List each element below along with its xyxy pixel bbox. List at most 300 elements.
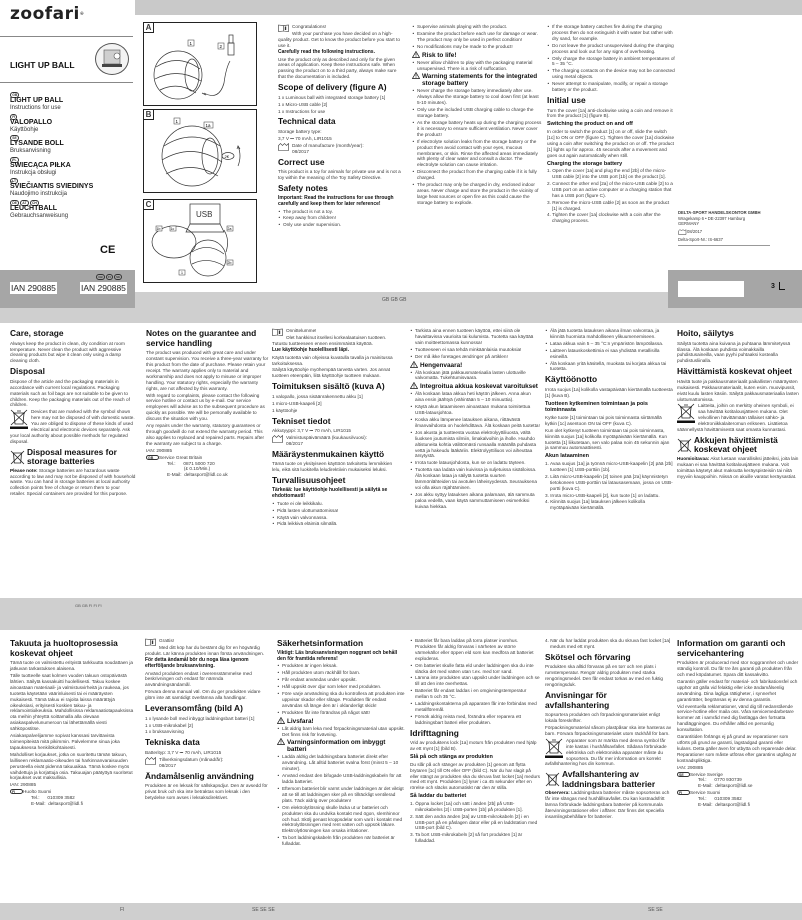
paragraph — [677, 765, 799, 771]
paragraph — [10, 782, 136, 788]
section-heading — [545, 691, 673, 710]
delta-sport-number: Delta-Sport-Nr.: IS-6637 — [678, 236, 723, 242]
section-heading — [278, 158, 402, 168]
bullet-item — [410, 688, 540, 700]
date-label: Tillverkningsdatum (månad/år): — [159, 756, 224, 762]
service-line: E-Mail: deltasport@lidl.se — [698, 783, 753, 789]
paragraph — [677, 734, 799, 764]
figure-label: A — [143, 22, 154, 33]
bold-instruction-text: Viktigt: Läs bruksanvisningen noggrant och behåll den för framtida referens! — [277, 649, 398, 662]
paragraph — [677, 704, 799, 734]
bullet-item-text: Håll produkten utom räckhåll för barn. — [282, 670, 361, 676]
company-street: Wragekamp 6 • DE-22397 Hamburg — [678, 215, 746, 221]
service-lines — [690, 796, 799, 808]
section-heading — [278, 184, 402, 194]
bold-instruction — [278, 196, 402, 208]
bullet-item — [412, 139, 542, 169]
warning-heading — [410, 362, 540, 369]
battery-disposal-heading-text: Disposal measures for storage batteries — [27, 446, 117, 467]
fi-column-safety — [410, 328, 540, 511]
fi-column-guarantee — [10, 636, 136, 808]
bullet-item-text: Never allow children to play with the packaging material unsupervised. There is a risk of suffocation. — [417, 59, 533, 71]
language-entry — [10, 114, 130, 135]
paragraph-text: Any repairs under the warranty, statutory guarantees or through goodwill do not extend the warranty period. This also applies to replaced and repaired parts. Repairs after the warranty are subject to a charge. — [146, 423, 265, 446]
bullet-item — [412, 182, 542, 206]
bold-instruction — [277, 651, 405, 663]
ce-mark: CE — [100, 244, 116, 256]
ian-box — [0, 270, 135, 308]
bullet-item-text: Only charge the storage battery in ambient temperatures of 5 – 35 °C. — [552, 55, 675, 67]
bullet-item-text: Älä jätä tuotetta latauksen aikana ilman valvontaa, ja kiinnitä huomiota mahdolliseen ylikuumenemiseen. — [550, 328, 660, 339]
numbered-step-text: 3. Irrota micro-USB-kaapeli [2], kun tuote [1] on ladattu. — [545, 492, 660, 498]
numbered-step — [410, 814, 540, 832]
bullet-item — [547, 24, 675, 42]
paragraph — [272, 428, 400, 434]
date-value: 08/2017 — [286, 440, 303, 446]
bullet-item-text: Only use under supervision. — [283, 222, 342, 228]
brand-logo: zoofari® — [10, 4, 85, 24]
bullet-item-text: Der må ikke foretages ændringer på artiklen! — [415, 353, 508, 359]
book-icon — [278, 24, 289, 32]
paragraph — [10, 733, 136, 751]
middle-footer-bar — [0, 598, 802, 630]
paragraph — [547, 129, 675, 159]
battery-disposal-heading — [10, 448, 136, 467]
warning-heading — [412, 52, 542, 59]
service-details — [159, 455, 270, 479]
gb-column-initial-use — [547, 24, 675, 225]
paragraph-text: 1 micro-USB-kaapeli [2] — [272, 400, 322, 406]
bullet-item — [412, 44, 542, 50]
service-lines — [159, 461, 270, 479]
fi-column-care-disposal — [677, 326, 799, 480]
page-footer: GB GB GB — [382, 297, 407, 303]
bullet-item — [278, 215, 402, 221]
bullet-item — [410, 460, 540, 466]
service-line: (£ 0.10/Min.) — [167, 466, 211, 472]
numbered-step — [410, 801, 540, 813]
section-heading-text: Käyttöönotto — [545, 374, 598, 385]
bullet-item — [410, 492, 540, 510]
bullet-item — [545, 361, 673, 373]
bullet-item-text: Keep away from children! — [283, 215, 336, 221]
language-entry — [10, 135, 130, 156]
paragraph — [145, 783, 269, 801]
section-heading-text: Technical data — [278, 116, 336, 127]
gb-column-intro — [278, 24, 402, 229]
weee-disposal-note — [10, 409, 136, 444]
section-heading-text: Notes on the guarantee and service handling — [146, 328, 257, 348]
warning-triangle-icon — [277, 738, 285, 745]
figure-label: B — [143, 109, 154, 120]
paragraph-text: IAN: 290885 — [677, 764, 704, 770]
section-heading-text: Hävittämistä koskevat ohjeet — [677, 366, 792, 377]
gb-column-guarantee — [146, 326, 270, 479]
paragraph — [145, 716, 269, 722]
bullet-item-text: Supervise animals playing with the product. — [417, 24, 508, 29]
paragraph-text: Akkutyyppi: 3,7 V ⎓ 70 mAh, LIR1015 — [272, 428, 352, 434]
paragraph — [10, 673, 136, 732]
bullet-item — [410, 467, 540, 491]
bullet-item — [277, 786, 405, 804]
note-label: Please note: — [10, 467, 38, 473]
language-list — [10, 92, 130, 221]
section-heading-text: Correct use — [278, 156, 325, 167]
top-header-bar — [135, 0, 802, 15]
paragraph — [10, 379, 136, 409]
bullet-item-text: Do not leave the product unsupervised during the charging process and look out for any signs of overheating. — [552, 42, 674, 54]
greeting-text: Congratulations! — [292, 24, 327, 29]
part-label: 1 — [175, 119, 179, 124]
bullet-item — [547, 68, 675, 80]
section-heading-text: Säkerhetsinformation — [277, 638, 364, 648]
figure-b — [143, 109, 257, 193]
warning-triangle-icon — [410, 382, 418, 389]
bullet-item — [410, 714, 540, 726]
section-heading — [145, 704, 269, 714]
paragraph-text: Produkten är producerad med stor noggrannhet och under ständig kontroll. Du får tre års garanti på produkten från och med köpdatumet. Spara ditt kassakvitto. — [677, 660, 799, 677]
section-heading — [677, 367, 799, 377]
manufacture-date — [145, 757, 269, 769]
bullet-item-text: Håll uppsikt över djur som leker med produkten. — [282, 684, 382, 690]
cover-page — [0, 0, 135, 310]
paragraph — [545, 387, 673, 399]
paragraph — [545, 415, 673, 427]
numbered-step-text: 4. När du har laddat produkten ska du skruva fast locket [1a] medurs med ett mynt. — [545, 638, 671, 649]
paragraph-text: Produkten är en leksak för sällskapsdjur. Den är avsedd för privat bruk och ska inte betraktas som leksak i den betydelse som avses i leksaksdirektivet. — [145, 783, 268, 801]
bullet-item-text: Använd endast den bifogade USB-laddningskabeln för att ladda batteriet. — [282, 773, 402, 785]
service-lines — [23, 795, 136, 807]
bullet-item — [412, 107, 542, 119]
paragraph — [278, 31, 402, 49]
bullet-item-text: If electrolyte solution leaks from the storage battery or the product then avoid contact with your eyes, mucous membranes, or skin. Rinse the affected areas immediately with plenty of clear water and consult a doctor. The electrolyte solution can cause irritation. — [417, 138, 538, 168]
paragraph — [545, 664, 673, 688]
date-value: 08/2017 — [292, 148, 309, 154]
battery-disposal-heading-text: Avfallshantering av laddningsbara batterier — [562, 769, 656, 789]
page-footer: GB GB FI FI FI — [75, 603, 102, 608]
section-heading — [278, 83, 402, 93]
bullet-item-text: Lämna inte produkten utan uppsikt under laddningen och se till att den inte överhettas. — [415, 675, 540, 687]
warning-heading — [412, 73, 542, 87]
language-code-badge: LT — [10, 178, 18, 184]
service-line: Tel.: 010309 3582 — [31, 795, 75, 801]
paragraph — [146, 350, 270, 391]
date-text — [292, 143, 364, 155]
language-title: ŚWIECĄCA PIŁKA — [10, 161, 71, 169]
bullet-item — [277, 726, 405, 738]
fi-column-initial-use — [545, 328, 673, 512]
paragraph-text: 1 x bruksanvisning — [145, 729, 184, 735]
section-heading-text: Information om garanti och servicehantering — [677, 638, 786, 658]
bullet-item-text: Examine the product before each use for damage or wear. The product may only be used in perfect condition! — [417, 30, 538, 42]
paragraph-text: Mahdolliset korjaukset, jotka on suoritettu tämän takuun, lailliseen reklamaatio-oikeuden tai harkinnanvaraisuuden perusteella eivät pidennä takuuaikaa. Tämä koskee myös vaihdettuja ja korjattuja osia. Takuuajan päätyttyä suoritetut korjaukset ovat maksullisia. — [10, 751, 133, 781]
paragraph-text: Vrid av produktens lock [1a] moturs från produkten med hjälp av ett mynt [1] (bild B). — [410, 740, 537, 752]
numbered-step-text: 2. Connect the other end [2a] of the micro-USB cable [2] to a USB port on an active computer or a charging station that has a USB port (figure C). — [547, 180, 673, 198]
figure-label: C — [143, 199, 154, 210]
paragraph — [146, 448, 270, 454]
subsection-heading-text: Charging the storage battery — [547, 160, 623, 167]
section-heading — [10, 329, 136, 339]
divider — [0, 82, 133, 83]
section-heading — [277, 639, 405, 649]
part-label: 2a — [227, 227, 232, 231]
paragraph — [677, 379, 799, 403]
service-lines — [690, 777, 799, 789]
numbered-step — [547, 181, 675, 199]
service-contact — [677, 790, 799, 808]
bullet-item — [547, 81, 675, 93]
paragraph — [145, 671, 269, 689]
paragraph-text: Käytä tuotetta vain ohjeissa kuvatulla tavalla ja mainitussa tarkoituksessa. — [272, 354, 393, 366]
part-label: 1 — [181, 271, 183, 275]
bullet-item — [278, 209, 402, 215]
section-heading — [272, 450, 400, 460]
manufacture-date — [272, 435, 400, 447]
paragraph-text: 1 x Luminous ball with integrated storage battery [1] — [278, 94, 386, 100]
page-number-box — [668, 270, 802, 308]
section-heading — [272, 417, 400, 427]
service-details — [690, 790, 799, 808]
part-label: 2 — [219, 44, 223, 49]
crossed-battery-bin-icon — [677, 438, 692, 453]
numbered-step — [545, 474, 673, 492]
section-heading-text: Skötsel och förvaring — [545, 651, 631, 662]
weee-disposal-note-text: Laitteita, joihin on merkitty oheinen symboli, ei saa hävittää kotitalousjätteen mukana. Olet velvollinen hävittämään tällaiset sähkö- ja elektroniikkalaiteromun erikseen. Lisätietoa säännellystä hävittämisestä saat omasta kunnastasi. — [677, 403, 794, 433]
note-text: Akut luetaan vaarallisiksi jätteiksi, joita lain mukaan ei saa hävittää kotitalousjätteen mukana. Voit toimittaa käytetyt akut maksutta keräyspisteisiin tai niitä myyviin kauppoihin. Niissä on akuille varatut keräysastiat. — [677, 455, 799, 479]
service-contact — [677, 772, 799, 790]
bullet-item-text: Pidä lasten ulottumattomissa! — [277, 507, 339, 513]
paragraph-text: Always keep the product in clean, dry condition at room temperature. Never clean the product with aggressive cleaning products but wipe it clean only using a damp cleaning cloth. — [10, 340, 125, 364]
date-text — [159, 757, 223, 769]
section-heading — [677, 329, 799, 339]
section-heading-text: Disposal — [10, 366, 45, 377]
paragraph-text: Dispose of the article and the packaging materials in accordance with current local regulations. Packaging materials such as foil bags are not suitable to be given to children. Keep the packaging materials out of the reach of children. — [10, 378, 130, 408]
numbered-step-text: 3. Remove the micro-USB cable [2] as soon as the product [1] is charged. — [547, 199, 670, 211]
language-title: ŠVIEČIANTIS SVIEDINYS — [10, 183, 94, 190]
paragraph — [145, 689, 269, 701]
section-heading — [146, 329, 270, 348]
numbered-step — [545, 461, 673, 473]
bullet-item-text: No modifications may be made to the product! — [417, 43, 513, 49]
manufacture-date-icon — [278, 143, 289, 151]
book-icon — [272, 328, 283, 336]
bullet-item-text: Jos akku syttyy latauksen aikana palamaan, älä sammuta paloa vedellä, vaan käytä sammuttamiseen esimerkiksi kuivaa hiekkaa. — [415, 491, 535, 509]
language-subtitle: Naudojimo instrukcija — [10, 191, 68, 197]
language-entry — [10, 200, 130, 221]
bullet-item-text: Lataa akkua vain 5 – 35 °C:n ympäristön lämpötilassa. — [550, 340, 664, 346]
paragraph-text: Förpackningsmaterial såsom plastpåsar ska inte hanteras av barn. Förvara förpackningsmaterialet utom räckhåll för barn. — [545, 725, 672, 736]
manufacture-date-icon — [145, 757, 156, 765]
bold-instruction-text: Important: Read the instructions for use through carefully and keep them for later reference! — [278, 194, 394, 207]
language-code-badge: FI — [10, 114, 17, 120]
numbered-step-text: 4. Tighten the cover [1a] clockwise with a coin after the charging process. — [547, 212, 661, 224]
paragraph-text: Kun olet kytkenyt tuotteen toimintaan tai pois toiminnasta, kiinnitä suojus [1a] kolikolla myötäpäivään kiertämällä. Kun tuotetta [1] liikutetaan, sen valo palaa noin 45 sekunnin ajan ja sammuu automaattisesti. — [545, 427, 670, 451]
bold-instruction-text: Tärkeää: lue käyttöohje huolellisesti ja säilytä se ehdottomasti! — [272, 486, 388, 499]
paragraph-text: Tälle tuotteelle saat kolmen vuoden takuun ostopäivästä lähtien. Säilytä kassakuitti huolellisesti. Takuu koskee ainoastaan materiaali- ja valmistusvirheitä ja raukeaa, jos tuotetta käytetään väärinluisesti tai ei määräysten mukaisesti. Tämä takuu ei rajoita laissa määrättyjä oikeuksiasi, erityisesti koskien takuu- ja reklamointioikeuksia. Mahdollisissa reklamaatiotapauksissa ota meihin yhteyttä soittamalla alla olevaan asiakaspalvelunumeroon tai lähettämällä viesti sähköpostitse. — [10, 673, 134, 732]
paragraph-text: Med ditt köp har du bestämt dig för en högvärdig produkt. Lär känna produkten innan första användningen. — [145, 644, 265, 656]
subsection-heading — [545, 453, 673, 460]
paragraph — [410, 740, 540, 752]
subsection-heading — [410, 793, 540, 800]
paragraph — [272, 335, 400, 347]
bullet-item-text: Älä koskaan yritä käsitellä, muokata tai korjata akkua tai tuotetta. — [550, 360, 667, 372]
ian-number: IAN 290885 — [11, 283, 56, 293]
section-heading — [545, 653, 673, 663]
section-heading — [547, 96, 675, 106]
paragraph-text: Du slår på och stänger av produkten [1] genom att flytta brytaren [1c] till ON eller OFF (bild C). När du har slagit på eller stängt av produkten ska du skruva fast locket [1a] medurs med ett mynt. Produkten [1] lyser i ca 45 sekunder efter en rörelse och släcks automatiskt när den är stilla. — [410, 761, 541, 791]
paragraph — [677, 660, 799, 678]
paragraph — [145, 645, 269, 657]
paragraph-text: Tämä tuote on yksityiseen käyttöön tarkoitettu lemmikkien lelu, eikä sitä luokitella leludirektiivin mukaiseksi leluksi. — [272, 461, 393, 473]
paragraph — [272, 461, 400, 473]
numbered-step-text: 1. Open the cover [1a] and plug the end [2b] of the micro-USB cable [2] into the USB port [1b] on the product [1]. — [547, 168, 667, 179]
bullet-item — [410, 663, 540, 675]
bullet-item-text: Produkten får inte förändras på något sätt! — [282, 709, 370, 715]
bullet-item — [410, 675, 540, 687]
language-code-badge: CH — [30, 200, 39, 206]
paragraph-text: Vid eventuella reklamationer, vänd dig till nedanstående service-hotline eller maila oss. Våra servicemedarbetare kommer att i samråd med dig fastlägga den fortsatta handläggningen. Du erhåller alltid en personlig konsultation. — [677, 703, 794, 733]
paragraph-text: Asiakaspalvelijamme sopivat kanssasi tarvittavista toimenpiteistä mitä pikimmin. Palvelemme sinua joka tapauksessa henkilökohtaisesti. — [10, 733, 120, 750]
section-heading — [272, 382, 400, 392]
warning-triangle-icon — [277, 717, 285, 724]
numbered-step — [547, 168, 675, 180]
bullet-item — [547, 56, 675, 68]
paragraph — [145, 750, 269, 756]
section-heading-text: Safety notes — [278, 183, 328, 194]
service-contact — [10, 789, 136, 807]
bullet-item-text: Laitteen latauskoskettimia ei saa yhdistää metallisilla esineillä. — [550, 347, 660, 359]
warning-heading-text: Hengenvaara! — [420, 361, 463, 369]
bullet-item — [277, 754, 405, 772]
bullet-item-text: Älä koskaan lataa akkua heti käytön jälkeen. Anna akun aina ensin jäähtyä (vähintään 5 – 10 minuuttia). — [415, 391, 531, 403]
numbered-step — [545, 638, 673, 650]
note-paragraph — [677, 456, 799, 480]
bullet-item — [277, 677, 405, 683]
bullet-item-text: Never attempt to manipulate, modify, or repair a storage battery or the product. — [552, 81, 668, 93]
product-thumbnail-icon — [95, 43, 129, 75]
bullet-item-text: Batteriet får bara laddas på torra platser inomhus. Produkten får aldrig förvaras i närheten av större värmekällor eller öppen eld som kan medföra att batteriet exploderas. — [415, 638, 534, 661]
service-details — [23, 789, 136, 807]
ian-number-secondary: IAN 290885 — [81, 283, 126, 293]
paragraph-text: Tämä tuote on valmistettu erityistä tarkkuutta noudattaen ja jatkuvan tarkastuksen alaisena. — [10, 660, 133, 672]
paragraph — [278, 102, 402, 108]
bullet-item-text: Eftersom batteriet blir varmt under laddningen är det viktigt att se till att laddningen sker på en tillräckligt ventilerad plats. Täck aldrig över produkten! — [282, 786, 404, 803]
paragraph-text: Garantin gäller endast för material- och fabrikationsfel och upphör att gälla vid felaktig eller icke ändamålsenlig användning. Dina lagliga rättigheter, i synnerhet garantirätter, begränsas ej av denna garantin. — [677, 678, 798, 702]
bullet-item-text: Disconnect the product from the charging cable if it is fully charged. — [417, 169, 537, 181]
bullet-item — [410, 417, 540, 429]
bullet-item — [277, 684, 405, 690]
service-line: E-Mail: deltasport@lidl.fi — [698, 802, 750, 808]
bullet-item — [272, 521, 400, 527]
bullet-item — [277, 805, 405, 835]
bullet-item-text: Försök aldrig reista med, förändra eller reparera ett laddningsbart batteri eller produkten. — [415, 713, 522, 725]
manufacture-date-icon — [272, 435, 283, 443]
crossed-battery-bin-icon — [545, 772, 560, 787]
page-footer: SE SE SE — [252, 907, 275, 913]
company-name: DELTA-SPORT HANDELSKONTOR GMBH — [678, 210, 761, 215]
warning-heading-text: Warning statements for the integrated storage battery — [422, 73, 538, 88]
section-heading-text: Scope of delivery (figure A) — [278, 82, 387, 93]
bullet-item — [412, 24, 542, 30]
bullet-item — [545, 348, 673, 360]
paragraph — [145, 729, 269, 735]
bullet-item-text: Älä koskaan jätä pakkausmateriaalia lasten ulottuville valvomatta. Tukehtumisvaara. — [415, 369, 526, 381]
subsection-heading — [547, 161, 675, 168]
subsection-heading-text: Tuotteen kytkeminen toimintaan ja pois toiminnasta — [545, 400, 648, 414]
se-column-intro — [145, 638, 269, 802]
section-heading — [10, 639, 136, 658]
section-heading — [145, 738, 269, 748]
paragraph — [10, 660, 136, 672]
paragraph-text: Produkten ska alltid förvaras på en torr och ren plats i rumstemperatur. Rengör aldrig produkten med starka rengöringsmedel. Den får endast torkas av med en fuktig rengöringsduk. — [545, 664, 664, 688]
bold-instruction — [272, 348, 400, 354]
paragraph-text: Olet hankkinut itsellesi korkealaatuisen tuotteen. Tutustu tuotteeseen ennen ensimmäistä käyttöä. — [272, 334, 387, 346]
bullet-item-text: Ta bort laddningskabeln från produkten när batteriet är fulladdat. — [282, 835, 395, 847]
paragraph — [272, 355, 400, 367]
bullet-item-text: The product may only be charged in dry, enclosed indoor areas. Never charge and store the product in the vicinity of large heat sources or open fire as this could cause the storage battery to explode. — [417, 182, 539, 205]
paragraph-text: Säilytä tuotetta aina kuivana ja puhtaana lämmitetyssä tilassa. Älä koskaan puhdista voimakkailla puhdistusaineilla, vaan pyyhi puhtaaksi kostealla puhdistusliinalla. — [677, 340, 791, 364]
section-heading-text: Tekniset tiedot — [272, 415, 331, 426]
battery-disposal-heading — [545, 770, 673, 789]
part-label: 1 — [189, 41, 193, 46]
bullet-item-text: Om elektrolytlösning skulle läcka ut ur batteriet och produkten ska du undvika kontakt med ögon, slemhinnor och hud. Skölj genast kroppsdelar som varit i kontakt med elektrolytlösningen med rent vatten och uppsök läkare. Elektrolytlösningen kan orsaka irritationer. — [282, 804, 403, 834]
bullet-item — [547, 43, 675, 55]
paragraph-text: Säilytä käyttöohje myöhempää tarvetta varten. Jos annat tuotteen eteenpäin, liitä käyttöohje tuotteen mukaan. — [272, 367, 391, 379]
service-name: Service Sverige — [690, 771, 723, 777]
bullet-item-text: The product is not a toy. — [283, 208, 333, 214]
greeting — [272, 328, 400, 334]
bullet-item-text: Tuotetta saa ladata vain kuivissa ja suljetuissa sisätiloissa. Älä koskaan lataa ja säilytä tuotetta suurten lämmönlähteiden tai avotulen läheisyydessä. Seurauksena voi olla akun räjähtäminen. — [415, 467, 537, 490]
language-badge: GB — [146, 455, 159, 460]
paragraph — [545, 725, 673, 737]
section-heading-text: Toimituksen sisältö (kuva A) — [272, 381, 385, 392]
service-line: Tel.: 0871 5000 720 — [167, 460, 215, 466]
warning-heading-text: Risk to life! — [422, 51, 457, 59]
section-heading — [677, 639, 799, 658]
numbered-step-text: 2. Liitä micro-USB-kaapelin [2] toinen pää [2a] käynnistetyn tietokoneen USB-porttiin tai latausasemaan, jossa on USB-portti (kuva C). — [545, 473, 673, 491]
language-code-badge: SE — [10, 135, 19, 141]
bullet-item — [278, 222, 402, 228]
language-badge: SE — [677, 772, 690, 777]
paragraph-text: 1 valopallo, jossa sisäänrakennettu akku [1] — [272, 393, 363, 399]
service-name: Service Suomi — [690, 790, 721, 796]
bullet-item — [545, 328, 673, 340]
crossed-bin-icon — [10, 409, 28, 429]
bullet-item — [412, 120, 542, 138]
gb-column-safety — [412, 24, 542, 207]
paragraph — [545, 428, 673, 452]
weee-disposal-note-text: Devices that are marked with the symbol shown here may not be disposed of with domestic waste. You are obliged to dispose of these kinds of used electrical and electronic devices separately. Ask your local authority about possible methods for regulated disposal. — [10, 409, 135, 444]
paragraph — [278, 57, 402, 81]
bullet-item — [277, 663, 405, 669]
warning-heading-text: Livsfara! — [287, 717, 314, 725]
bullet-item-text: Om batteriet skulle fatta eld under laddningen ska du inte släcka det med vatten utan t.ex. med torr sand. — [415, 662, 534, 674]
section-heading-text: Care, storage — [10, 328, 64, 338]
bullet-item-text: Laddningskontakterna på apparaten får inte förbindas med metallföremål. — [415, 701, 537, 712]
section-heading-text: Leveransomfång (bild A) — [145, 703, 243, 714]
paragraph-text: IAN: 290885 — [10, 782, 37, 788]
bold-instruction — [145, 658, 269, 670]
bullet-item — [272, 508, 400, 514]
paragraph-text: Batterityp: 3,7 V ⎓ 70 mAh, LIR1015 — [145, 749, 222, 755]
date-text — [286, 435, 367, 447]
manufacture-date: 08/2017 — [687, 229, 703, 235]
bullet-item-text: Får endast användas under uppsikt. — [282, 677, 357, 683]
greeting-text: Onnittelumme! — [286, 328, 317, 333]
bullet-item-text: Jos akusta ja tuotteesta vuotaa elektrolyyttiliuosta, vältä liuoksen joutumista silmiin, limakalvoihin ja iholle. Huuhdo altistuneita kohtia välittömästi runsaalla määrällä puhdasta vettä ja hakeudu lääkäriin. Elektrolyyttiliuos voi aiheuttaa ärsytystä. — [415, 429, 537, 459]
numbered-step-text: 4. Kiinnitä suojus [1a] latauksen jälkeen kolikolla myötäpäivään kiertämällä. — [545, 499, 646, 511]
weee-disposal-note-text: Apparater som är märkta med denna symbol får inte kastas i hushållsavfallet. Sådana förbrukade elektriska och elektroniska apparater måste du sopsortera. Du får mer information om korrekt avfallshantering hos din kommun. — [545, 737, 667, 767]
